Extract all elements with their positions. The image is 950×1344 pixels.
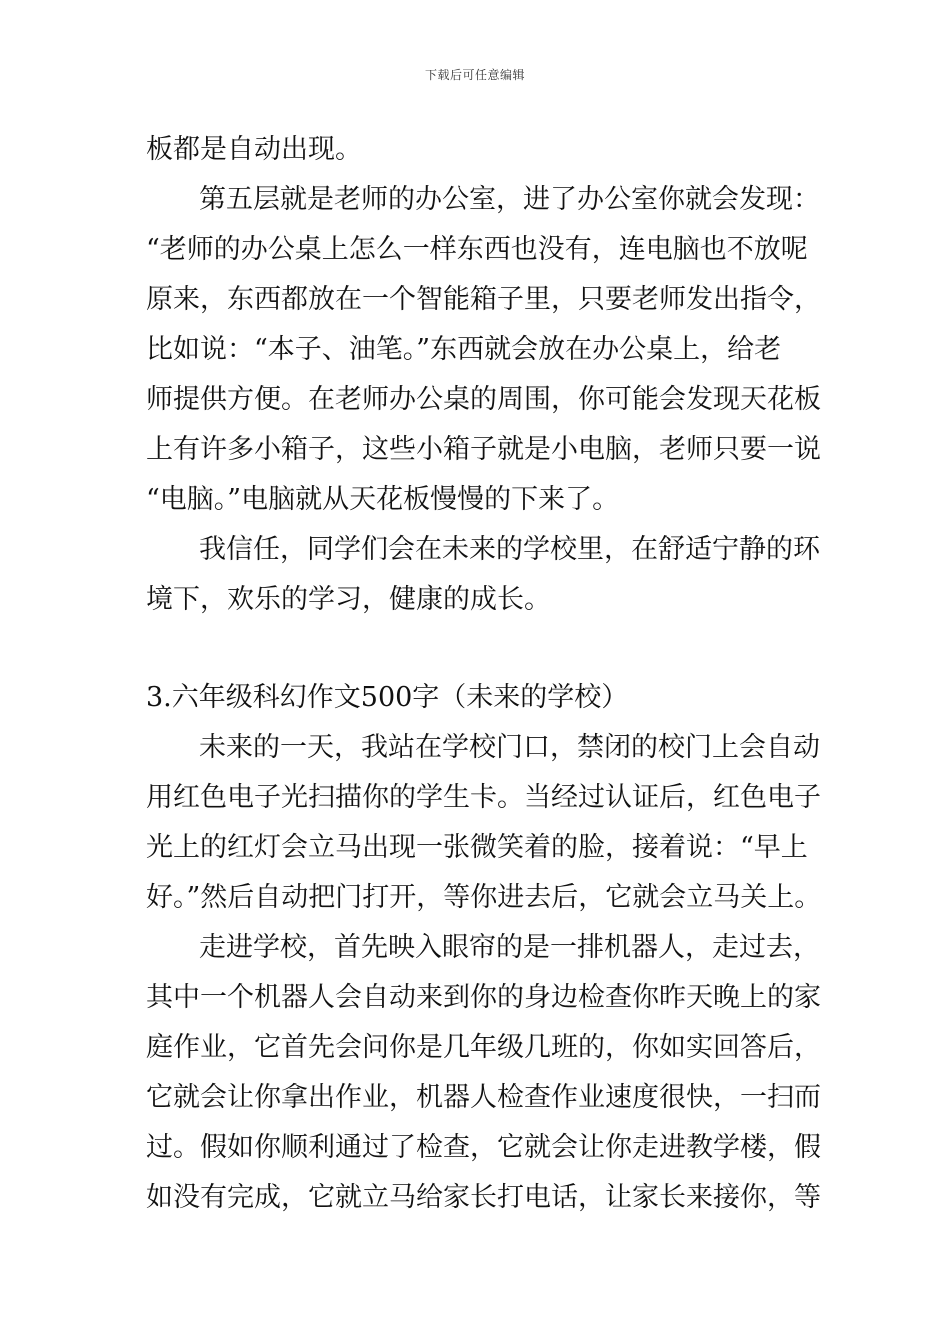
paragraph-line: 庭作业，它首先会问你是几年级几班的，你如实回答后， bbox=[146, 1032, 821, 1063]
paragraph-line: 师提供方便。在老师办公桌的周围，你可能会发现天花板 bbox=[146, 384, 821, 415]
paragraph-line: 原来，东西都放在一个智能箱子里，只要老师发出指令， bbox=[146, 284, 821, 315]
paragraph-line: 其中一个机器人会自动来到你的身边检查你昨天晚上的家 bbox=[146, 982, 821, 1013]
paragraph-line: 未来的一天，我站在学校门口，禁闭的校门上会自动 bbox=[199, 732, 820, 763]
paragraph-line: 走进学校，首先映入眼帘的是一排机器人，走过去， bbox=[199, 932, 820, 963]
paragraph-line: 比如说：“本子、油笔。”东西就会放在办公桌上，给老 bbox=[146, 334, 782, 365]
paragraph-line: 板都是自动出现。 bbox=[146, 134, 362, 165]
paragraph-line: 用红色电子光扫描你的学生卡。当经过认证后，红色电子 bbox=[146, 782, 821, 813]
paragraph-line: 光上的红灯会立马出现一张微笑着的脸，接着说：“早上 bbox=[146, 832, 808, 863]
paragraph-line: 它就会让你拿出作业，机器人检查作业速度很快，一扫而 bbox=[146, 1082, 821, 1113]
paragraph-line: 好。”然后自动把门打开，等你进去后，它就会立马关上。 bbox=[146, 882, 822, 913]
paragraph-line: 如没有完成，它就立马给家长打电话，让家长来接你，等 bbox=[146, 1182, 821, 1213]
section-heading: 3.六年级科幻作文500字（未来的学校） bbox=[146, 682, 629, 713]
paragraph-line: 境下，欢乐的学习，健康的成长。 bbox=[146, 584, 551, 615]
page-header: 下载后可任意编辑 bbox=[424, 68, 525, 82]
paragraph-line: 我信任，同学们会在未来的学校里，在舒适宁静的环 bbox=[199, 534, 820, 565]
paragraph-line: “电脑。”电脑就从天花板慢慢的下来了。 bbox=[146, 484, 620, 515]
paragraph-line: 上有许多小箱子，这些小箱子就是小电脑，老师只要一说 bbox=[146, 434, 821, 465]
paragraph-line: 过。假如你顺利通过了检查，它就会让你走进教学楼，假 bbox=[146, 1132, 821, 1163]
paragraph-line: “老师的办公桌上怎么一样东西也没有，连电脑也不放呢 bbox=[146, 234, 808, 265]
paragraph-line: 第五层就是老师的办公室，进了办公室你就会发现： bbox=[199, 184, 820, 215]
